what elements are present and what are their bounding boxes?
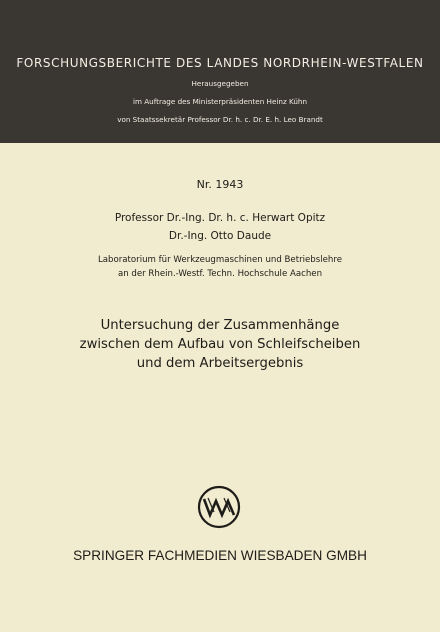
series-title: FORSCHUNGSBERICHTE DES LANDES NORDRHEIN-WESTFALEN	[16, 56, 424, 70]
editor-line-2: im Auftrage des Ministerpräsidenten Heinz Kühn	[132, 97, 308, 106]
series-header-band	[0, 0, 440, 143]
springer-vs-logo-icon	[197, 485, 241, 529]
institution-line-2: an der Rhein.-Westf. Techn. Hochschule Aachen	[117, 269, 323, 279]
report-number: Nr. 1943	[196, 178, 244, 191]
institution-line-1: Laboratorium für Werkzeugmaschinen und Betriebslehre	[97, 255, 342, 265]
title-line-3: und dem Arbeitsergebnis	[136, 356, 304, 371]
publisher-name: SPRINGER FACHMEDIEN WIESBADEN GMBH	[73, 548, 367, 563]
editor-line-3: von Staatssekretär Professor Dr. h. c. Dr. E. h. Leo Brandt	[117, 115, 323, 124]
title-line-2: zwischen dem Aufbau von Schleifscheiben	[79, 337, 361, 352]
author-2: Dr.-Ing. Otto Daude	[168, 230, 272, 242]
title-line-1: Untersuchung der Zusammenhänge	[100, 318, 340, 333]
editor-line-1: Herausgegeben	[191, 79, 249, 88]
author-1: Professor Dr.-Ing. Dr. h. c. Herwart Opitz	[114, 212, 326, 224]
